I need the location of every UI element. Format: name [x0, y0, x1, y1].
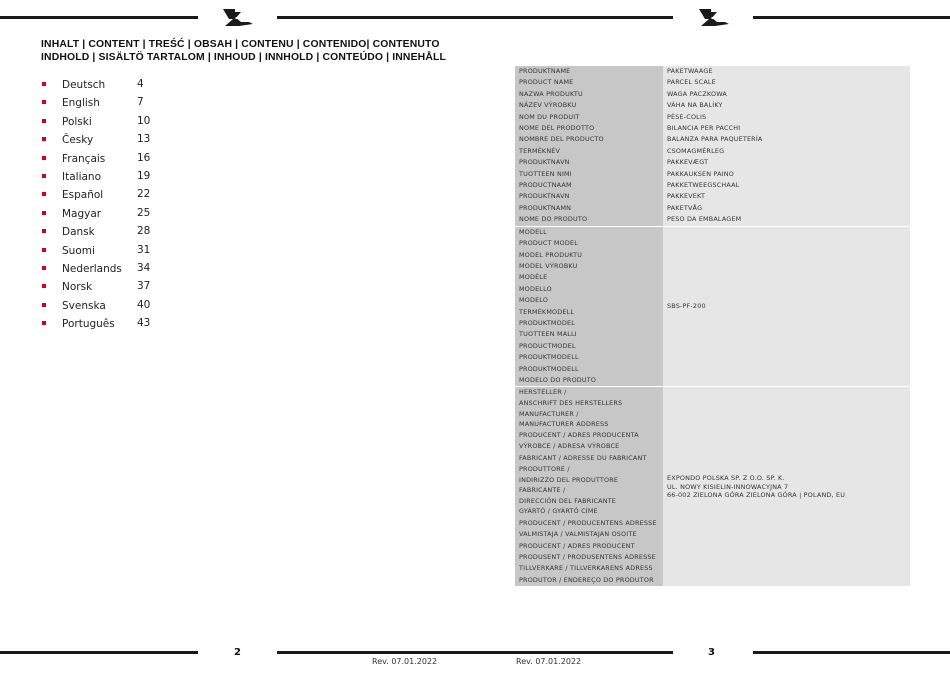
toc-page-number: 34	[137, 261, 151, 274]
revision-left: Rev. 07.01.2022	[372, 657, 438, 666]
spec-row	[515, 214, 910, 226]
spec-label: TUOTTEEN MALLI	[515, 329, 663, 340]
spec-label-line: DIRECCIÓN DEL FABRICANTE	[519, 496, 617, 505]
toc-heading-line-1: INHALT | CONTENT | TREŚĆ | OBSAH | CONTENU | CONTENIDO| CONTENUTO	[41, 39, 440, 50]
spec-label: PRODUCTMODEL	[515, 341, 663, 352]
spec-label	[515, 485, 663, 506]
spec-label: PRODUKTNAVN	[515, 157, 663, 168]
spec-label: PRODUCENT / ADRES PRODUCENT	[515, 541, 663, 552]
spec-value: BILANCIA PER PACCHI	[663, 123, 910, 134]
toc-language: Polski	[62, 115, 92, 128]
spec-label	[515, 409, 663, 430]
toc-language: Nederlands	[62, 262, 122, 275]
manufacturer-address	[663, 387, 910, 586]
spec-row	[515, 180, 910, 191]
toc-language: Dansk	[62, 226, 95, 239]
spec-label: PRODUCT MODEL	[515, 238, 663, 249]
toc-page-number: 10	[137, 114, 151, 127]
spec-label: TERMÉKNÉV	[515, 146, 663, 157]
toc-page-number: 16	[137, 151, 151, 164]
spec-row	[515, 157, 910, 168]
toc-page-number: 40	[137, 298, 151, 311]
spec-label: PRODUSENT / PRODUSENTENS ADRESSE	[515, 552, 663, 563]
toc-language: Svenska	[62, 299, 106, 312]
spec-row	[515, 146, 910, 157]
spec-row	[515, 203, 910, 214]
spec-value: PÈSE-COLIS	[663, 112, 910, 123]
spec-row	[515, 134, 910, 145]
spec-label-line: INDIRIZZO DEL PRODUTTORE	[519, 475, 619, 484]
spec-value: PAKKEVÆGT	[663, 157, 910, 168]
toc-page-number: 13	[137, 133, 151, 146]
revision-right: Rev. 07.01.2022	[516, 657, 582, 666]
footer-rule-left-2	[277, 651, 673, 654]
footer-rule-left-1	[0, 651, 198, 654]
spec-label-line: ANSCHRIFT DES HERSTELLERS	[519, 398, 623, 407]
toc-page-number: 22	[137, 188, 151, 201]
spec-label: PRODUCENT / ADRES PRODUCENTA	[515, 430, 663, 441]
toc-page-number: 19	[137, 169, 151, 182]
toc-page-number: 37	[137, 280, 151, 293]
spec-label-line: MANUFACTURER ADDRESS	[519, 420, 609, 429]
address-line: 66-002 ZIELONA GÓRA ZIELONA GÓRA | POLAND, EU	[667, 490, 846, 499]
spec-label: VÝROBCE / ADRESA VÝROBCE	[515, 441, 663, 452]
brand-logo-icon	[221, 7, 257, 29]
spec-label: TUOTTEEN NIMI	[515, 169, 663, 180]
spec-label: MODEL PRODUKTU	[515, 250, 663, 261]
bullet-icon	[42, 192, 46, 196]
toc-page-number: 7	[137, 96, 144, 109]
toc-language: Français	[62, 152, 106, 165]
spec-value: PESO DA EMBALAGEM	[663, 214, 910, 226]
toc-page-number: 4	[137, 78, 144, 90]
address-line: EXPONDO POLSKA SP. Z O.O. SP. K.	[667, 474, 785, 483]
toc-language: Italiano	[62, 170, 101, 183]
toc-language: English	[62, 97, 100, 110]
bullet-icon	[42, 303, 46, 307]
spec-table	[515, 66, 910, 586]
spec-label: MODELL	[515, 226, 663, 238]
spec-label-line: MANUFACTURER /	[519, 409, 579, 418]
spec-row	[515, 169, 910, 180]
spec-label: PRODUKTNAMN	[515, 203, 663, 214]
toc-heading	[41, 39, 446, 64]
bullet-icon	[42, 100, 46, 104]
toc-page-number: 31	[137, 243, 151, 256]
spec-label: GYÁRTÓ / GYÁRTÓ CÍME	[515, 506, 663, 517]
bullet-icon	[42, 174, 46, 178]
spec-label: VALMISTAJA / VALMISTAJAN OSOITE	[515, 529, 663, 540]
spec-label: NAZWA PRODUKTU	[515, 89, 663, 100]
spec-label: PRODUKTMODELL	[515, 364, 663, 375]
toc-language: Español	[62, 189, 104, 202]
spec-label	[515, 464, 663, 485]
toc-language: Deutsch	[62, 79, 106, 91]
spec-row	[515, 226, 910, 238]
spec-label: NOME DEL PRODOTTO	[515, 123, 663, 134]
bullet-icon	[42, 119, 46, 123]
bullet-icon	[42, 156, 46, 160]
spec-label: MODEL VÝROBKU	[515, 261, 663, 272]
spec-label: FABRICANT / ADRESSE DU FABRICANT	[515, 453, 663, 464]
spec-value: BALANZA PARA PAQUETERÍA	[663, 134, 910, 145]
header-rule-left-2	[277, 16, 673, 19]
spec-label: TILLVERKARE / TILLVERKARENS ADRESS	[515, 563, 663, 574]
footer-rule-right	[753, 651, 950, 654]
spec-label: MODELO DO PRODUTO	[515, 375, 663, 387]
spec-row	[515, 77, 910, 88]
spec-label-line: FABRICANTE /	[519, 486, 566, 495]
spec-label: PRODUKTNAME	[515, 66, 663, 77]
spec-label-line: PRODUTTORE /	[519, 464, 570, 473]
model-value: SBS-PF-200	[663, 226, 910, 387]
header-rule-right	[753, 16, 950, 19]
toc-page-number: 25	[137, 206, 151, 219]
bullet-icon	[42, 211, 46, 215]
spec-value: PARCEL SCALE	[663, 77, 910, 88]
address-line: UL. NOWY KISIELIN-INNOWACYJNA 7	[667, 482, 789, 491]
spec-label: PRODUKTNAVN	[515, 191, 663, 202]
toc-language: Magyar	[62, 207, 102, 220]
bullet-icon	[42, 266, 46, 270]
spec-label-line: HERSTELLER /	[519, 388, 567, 397]
toc-language: Suomi	[62, 244, 95, 257]
spec-value: PAKETWAAGE	[663, 66, 910, 77]
spec-value: PAKKETWEEGSCHAAL	[663, 180, 910, 191]
spec-row	[515, 66, 910, 77]
spec-label: MODELLO	[515, 284, 663, 295]
spec-label: TERMÉKMODELL	[515, 307, 663, 318]
bullet-icon	[42, 284, 46, 288]
spec-label: PRODUKTMODEL	[515, 318, 663, 329]
bullet-icon	[42, 82, 46, 86]
page-number-right: 3	[708, 647, 715, 658]
spec-label	[515, 387, 663, 409]
spec-value: PAKKAUKSEN PAINO	[663, 169, 910, 180]
spec-label: PRODUCT NAME	[515, 77, 663, 88]
header-rule-left-1	[0, 16, 198, 19]
toc-language: Norsk	[62, 281, 93, 294]
toc-page-number: 43	[137, 317, 151, 330]
toc-language: Português	[62, 318, 115, 331]
spec-row	[515, 112, 910, 123]
spec-value: VÁHA NA BALÍKY	[663, 100, 910, 111]
bullet-icon	[42, 229, 46, 233]
spec-label: NÁZEV VÝROBKU	[515, 100, 663, 111]
spec-label: NOM DU PRODUIT	[515, 112, 663, 123]
spec-value: PAKETVÅG	[663, 203, 910, 214]
brand-logo-icon	[697, 7, 733, 29]
spec-label: PRODUCTNAAM	[515, 180, 663, 191]
spec-label: MODELO	[515, 295, 663, 306]
spec-row	[515, 387, 910, 409]
toc-heading-line-2: INDHOLD | SISÄLTÖ TARTALOM | INHOUD | INNHOLD | CONTEÚDO | INNEHÅLL	[41, 51, 446, 63]
spec-label: NOME DO PRODUTO	[515, 214, 663, 226]
bullet-icon	[42, 137, 46, 141]
page-number-left: 2	[234, 647, 241, 658]
spec-value: PAKKEVEKT	[663, 191, 910, 202]
spec-label: PRODUKTMODELL	[515, 352, 663, 363]
spec-row	[515, 123, 910, 134]
bullet-icon	[42, 321, 46, 325]
spec-label: PRODUCENT / PRODUCENTENS ADRESSE	[515, 518, 663, 529]
spec-label: MODÈLE	[515, 272, 663, 283]
spec-row	[515, 100, 910, 111]
toc-language: Česky	[62, 134, 94, 147]
bullet-icon	[42, 248, 46, 252]
toc-page-number: 28	[137, 225, 151, 238]
spec-row	[515, 89, 910, 100]
spec-value: WAGA PACZKOWA	[663, 89, 910, 100]
spec-value: CSOMAGMÉRLEG	[663, 146, 910, 157]
spec-row	[515, 191, 910, 202]
spec-label: NOMBRE DEL PRODUCTO	[515, 134, 663, 145]
spec-label: PRODUTOR / ENDEREÇO DO PRODUTOR	[515, 575, 663, 586]
